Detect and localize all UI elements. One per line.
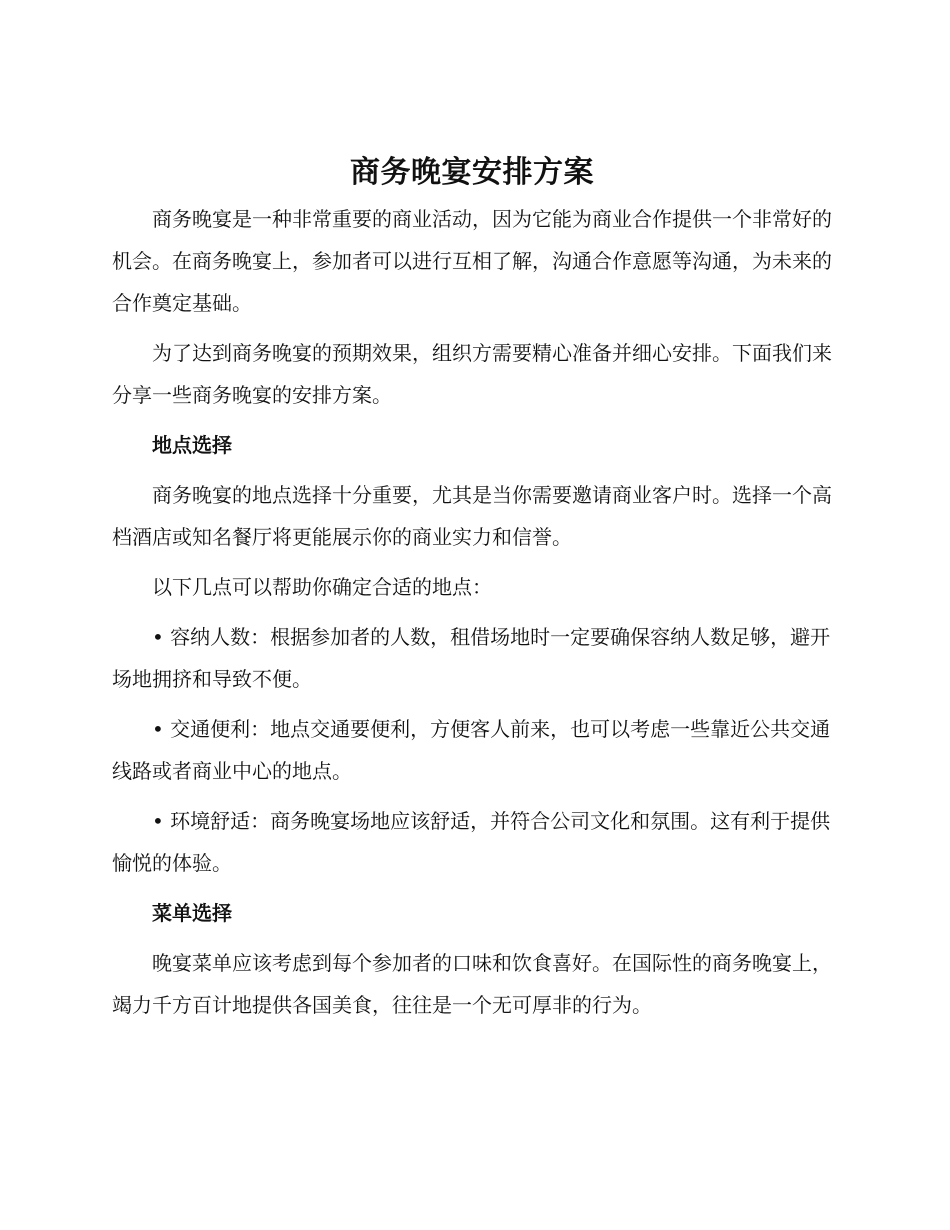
section-heading-location: 地点选择 (152, 433, 232, 457)
section-heading-menu: 菜单选择 (152, 901, 232, 925)
document-title: 商务晚宴安排方案 (350, 155, 594, 190)
bullet-item: • 容纳人数：根据参加者的人数，租借场地时一定要确保容纳人数足够，避开场地拥挤和导致不便。 (112, 625, 831, 691)
intro-paragraph: 商务晚宴是一种非常重要的商业活动，因为它能为商业合作提供一个非常好的机会。在商务晚宴上，参加者可以进行互相了解，沟通合作意愿等沟通，为未来的合作奠定基础。 (112, 207, 832, 315)
document-page (112, 150, 832, 1034)
bullet-item: • 交通便利：地点交通要便利，方便客人前来，也可以考虑一些靠近公共交通线路或者商业中心的地点。 (112, 717, 831, 783)
intro-paragraph: 为了达到商务晚宴的预期效果，组织方需要精心准备并细心安排。下面我们来分享一些商务晚宴的安排方案。 (112, 341, 832, 407)
location-paragraph: 商务晚宴的地点选择十分重要，尤其是当你需要邀请商业客户时。选择一个高档酒店或知名餐厅将更能展示你的商业实力和信誉。 (112, 483, 832, 549)
menu-paragraph: 晚宴菜单应该考虑到每个参加者的口味和饮食喜好。在国际性的商务晚宴上，竭力千方百计地提供各国美食，往往是一个无可厚非的行为。 (112, 951, 832, 1017)
location-lead-text: 以下几点可以帮助你确定合适的地点： (152, 575, 492, 599)
bullet-item: • 环境舒适：商务晚宴场地应该舒适，并符合公司文化和氛围。这有利于提供愉悦的体验。 (112, 809, 831, 875)
